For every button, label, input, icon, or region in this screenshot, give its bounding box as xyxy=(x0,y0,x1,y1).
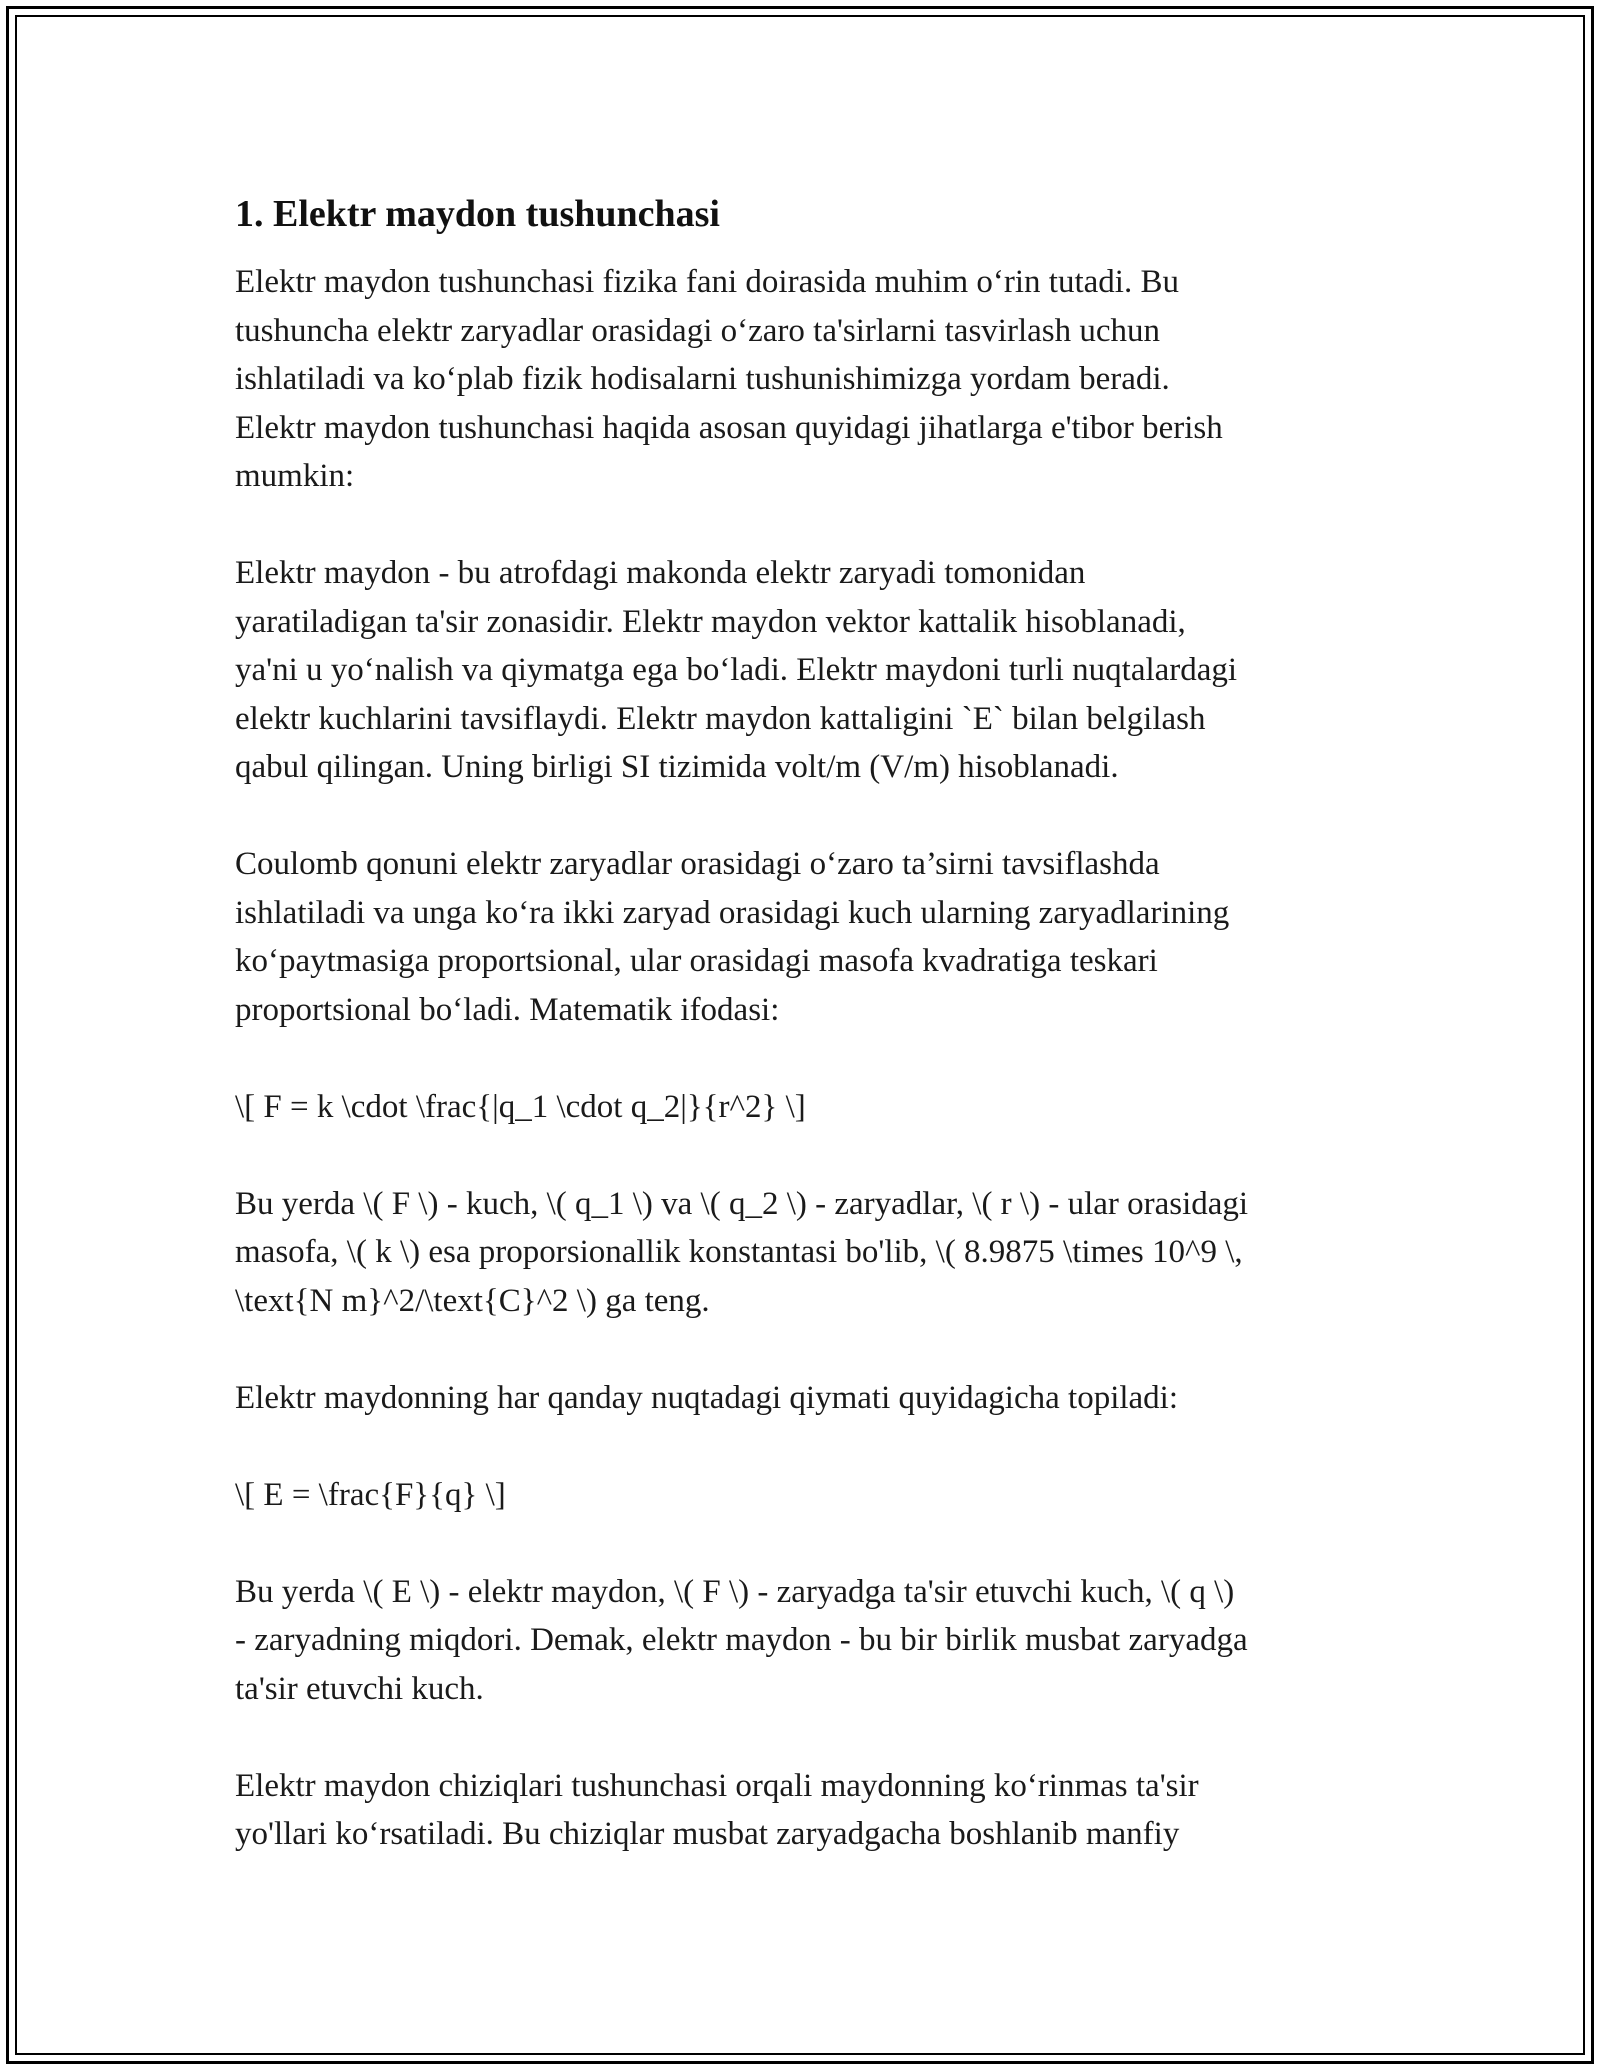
document-body xyxy=(235,190,1375,1907)
paragraph-coulomb-explanation: Bu yerda \( F \) - kuch, \( q_1 \) va \( q_2 \) - zaryadlar, \( r \) - ular orasidagi masofa, \( k \) esa proporsionallik konstantasi bo'lib, \( 8.9875 \times 10^9 \, \text{N m}^2/\text{C}^2 \) ga teng. xyxy=(235,1185,1249,1319)
paragraph-field-explanation: Bu yerda \( E \) - elektr maydon, \( F \) - zaryadga ta'sir etuvchi kuch, \( q \) - zaryadning miqdori. Demak, elektr maydon - bu bir birlik musbat zaryadga ta'sir etuvchi kuch. xyxy=(235,1573,1248,1707)
paragraph-field-value: Elektr maydonning har qanday nuqtadagi qiymati quyidagicha topiladi: xyxy=(235,1379,1179,1416)
section-heading: 1. Elektr maydon tushunchasi xyxy=(235,193,720,235)
paragraph-intro: Elektr maydon tushunchasi fizika fani doirasida muhim o‘rin tutadi. Bu tushuncha elektr zaryadlar orasidagi o‘zaro ta'sirlarni tasvirlash uchun ishlatiladi va ko‘plab fizik hodisalarni tushunishimizga yordam beradi. Elektr maydon tushunchasi haqida asosan quyidagi jihatlarga e'tibor berish mumkin: xyxy=(235,264,1223,494)
formula-coulomb: \[ F = k \cdot \frac{|q_1 \cdot q_2|}{r^2} \] xyxy=(235,1088,806,1125)
paragraph-field-lines: Elektr maydon chiziqlari tushunchasi orqali maydonning ko‘rinmas ta'sir yo'llari ko‘rsatiladi. Bu chiziqlar musbat zaryadgacha boshlanib manfiy xyxy=(235,1767,1199,1852)
paragraph-definition: Elektr maydon - bu atrofdagi makonda elektr zaryadi tomonidan yaratiladigan ta'sir zonasidir. Elektr maydon vektor kattalik hisoblanadi, ya'ni u yo‘nalish va qiymatga ega bo‘ladi. Elektr maydoni turli nuqtalardagi elektr kuchlarini tavsiflaydi. Elektr maydon kattaligini `E` bilan belgilash qabul qilingan. Uning birligi SI tizimida volt/m (V/m) hisoblanadi. xyxy=(235,555,1238,785)
paragraph-coulomb-law: Coulomb qonuni elektr zaryadlar orasidagi o‘zaro ta’sirni tavsiflashda ishlatiladi va unga ko‘ra ikki zaryad orasidagi kuch ularning zaryadlarining ko‘paytmasiga proportsional, ular orasidagi masofa kvadratiga teskari proportsional bo‘ladi. Matematik ifodasi: xyxy=(235,846,1230,1028)
formula-field: \[ E = \frac{F}{q} \] xyxy=(235,1476,506,1513)
